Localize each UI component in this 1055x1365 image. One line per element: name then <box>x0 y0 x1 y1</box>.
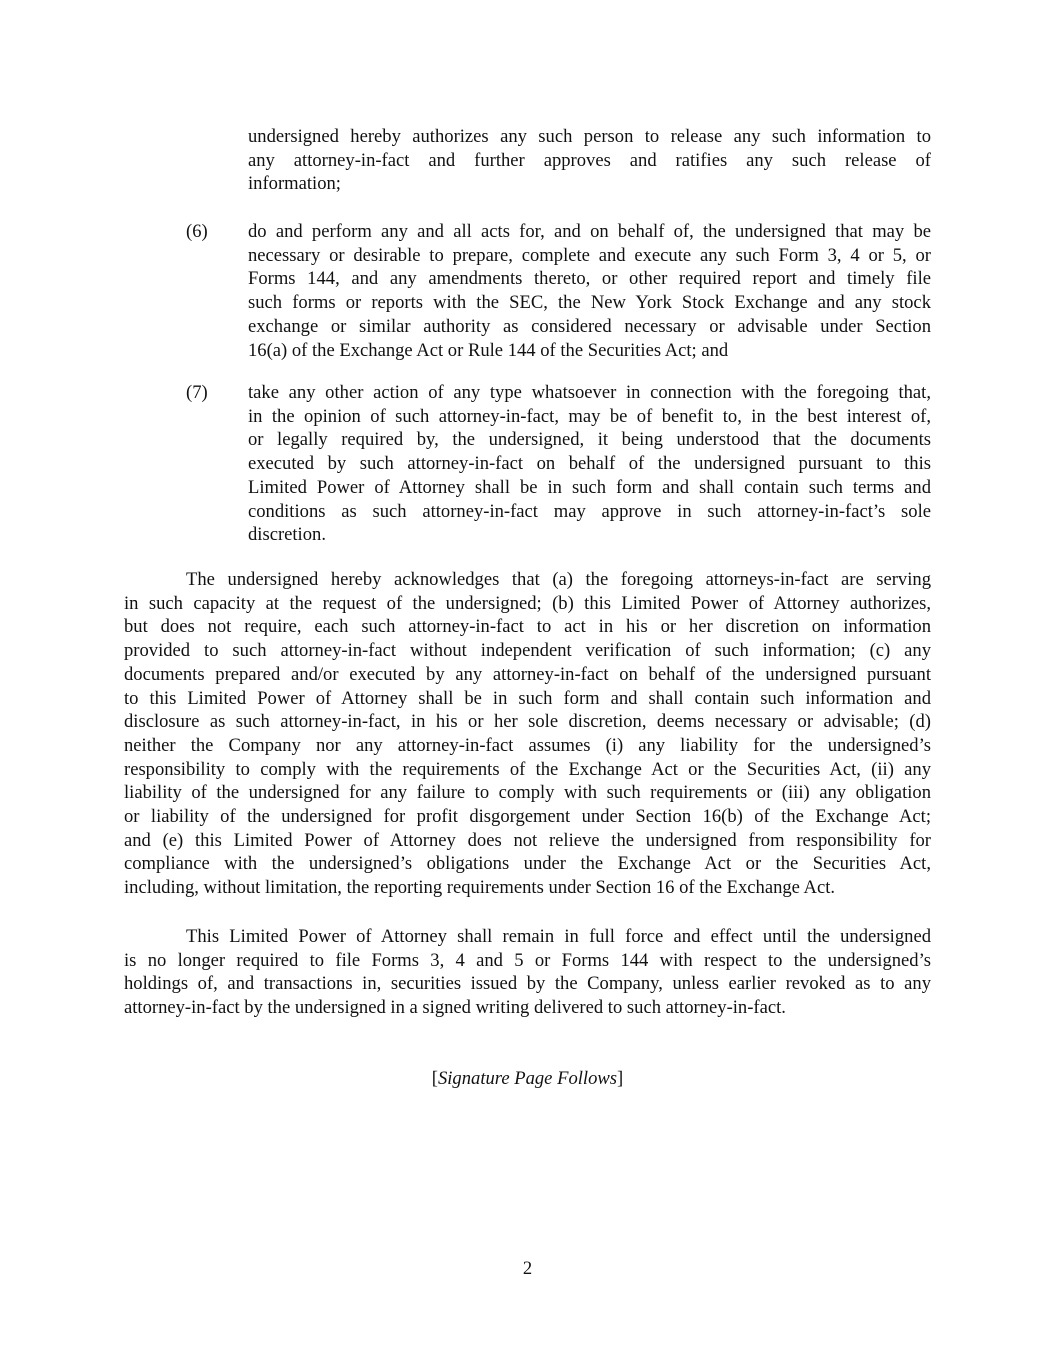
text-line: information; <box>248 173 341 195</box>
text-line: This Limited Power of Attorney shall remain in full force and effect until the undersigned <box>186 926 931 947</box>
text-line: compliance with the undersigned’s obligations under the Exchange Act or the Securities Act, <box>124 853 931 875</box>
text-line: in the opinion of such attorney-in-fact, may be of benefit to, in the best interest of, <box>248 405 931 427</box>
text-line: or legally required by, the undersigned, it being understood that the documents <box>248 429 931 451</box>
text-line: exchange or similar authority as considered necessary or advisable under Section <box>248 315 931 337</box>
text-line: any attorney-in-fact and further approves and ratifies any such release of <box>248 149 931 171</box>
item-6-text <box>248 220 931 362</box>
item-7-number: (7) <box>186 382 208 403</box>
text-line: neither the Company nor any attorney-in-fact assumes (i) any liability for the undersigned’s <box>124 734 931 756</box>
text-line: holdings of, and transactions in, securities issued by the Company, unless earlier revoked as to any <box>124 973 931 995</box>
text-line: liability of the undersigned for any failure to comply with such requirements or (iii) any obligation <box>124 782 931 804</box>
text-line: Forms 144, and any amendments thereto, or other required report and timely file <box>248 268 931 290</box>
text-line: to this Limited Power of Attorney shall be in such form and shall contain such information and <box>124 687 931 709</box>
bracket-close: ] <box>617 1068 624 1089</box>
signature-page-note <box>0 1067 1055 1091</box>
continuation-text <box>248 125 931 196</box>
text-line: but does not require, each such attorney-in-fact to act in his or her discretion on information <box>124 616 931 638</box>
text-line: take any other action of any type whatsoever in connection with the foregoing that, <box>248 382 931 403</box>
text-line: or liability of the undersigned for profit disgorgement under Section 16(b) of the Exchange Act; <box>124 806 931 828</box>
text-line: including, without limitation, the reporting requirements under Section 16 of the Exchange Act. <box>124 877 836 899</box>
signature-note-text: Signature Page Follows <box>437 1068 618 1089</box>
text-line: conditions as such attorney-in-fact may approve in such attorney-in-fact’s sole <box>248 500 931 522</box>
bracket-open: [ <box>431 1068 438 1089</box>
text-line: provided to such attorney-in-fact without independent verification of such information; (c) any <box>124 640 931 662</box>
text-line: undersigned hereby authorizes any such person to release any such information to <box>248 126 931 147</box>
duration-paragraph <box>124 925 931 1020</box>
text-line: attorney-in-fact by the undersigned in a signed writing delivered to such attorney-in-fact. <box>124 997 786 1019</box>
acknowledgement-paragraph <box>124 568 931 900</box>
text-line: executed by such attorney-in-fact on behalf of the undersigned pursuant to this <box>248 453 931 475</box>
text-line: disclosure as such attorney-in-fact, in his or her sole discretion, deems necessary or advisable; (d) <box>124 711 931 733</box>
text-line: documents prepared and/or executed by any attorney-in-fact on behalf of the undersigned pursuant <box>124 663 931 685</box>
item-7-text <box>248 381 931 547</box>
text-line: and (e) this Limited Power of Attorney does not relieve the undersigned from responsibility for <box>124 829 931 851</box>
text-line: in such capacity at the request of the undersigned; (b) this Limited Power of Attorney authorizes, <box>124 592 931 614</box>
text-line: is no longer required to file Forms 3, 4 and 5 or Forms 144 with respect to the undersigned’s <box>124 949 931 971</box>
text-line: responsibility to comply with the requirements of the Exchange Act or the Securities Act, (ii) any <box>124 758 931 780</box>
text-line: do and perform any and all acts for, and on behalf of, the undersigned that may be <box>248 221 931 242</box>
page-number: 2 <box>522 1258 533 1279</box>
text-line: 16(a) of the Exchange Act or Rule 144 of the Securities Act; and <box>248 339 729 361</box>
text-line: Limited Power of Attorney shall be in such form and shall contain such terms and <box>248 476 931 498</box>
text-line: such forms or reports with the SEC, the New York Stock Exchange and any stock <box>248 292 931 314</box>
text-line: necessary or desirable to prepare, complete and execute any such Form 3, 4 or 5, or <box>248 244 931 266</box>
text-line: The undersigned hereby acknowledges that (a) the foregoing attorneys-in-fact are serving <box>186 569 931 590</box>
item-6-number: (6) <box>186 221 208 242</box>
text-line: discretion. <box>248 524 326 546</box>
